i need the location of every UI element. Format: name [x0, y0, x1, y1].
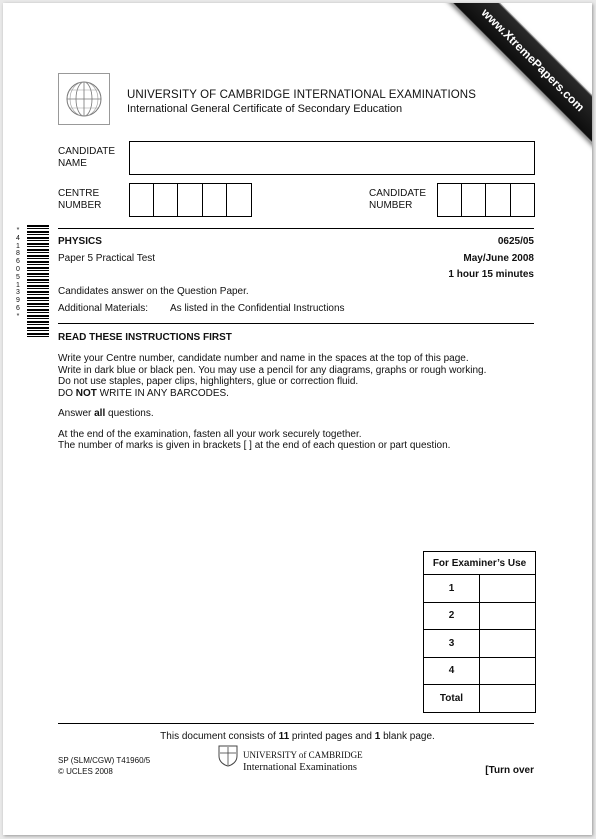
document-reference: SP (SLM/CGW) T41960/5 © UCLES 2008 [58, 756, 151, 776]
candidate-number-field[interactable] [437, 183, 535, 217]
exam-session: May/June 2008 [463, 253, 534, 264]
table-row [424, 602, 536, 630]
table-row [424, 657, 536, 685]
cambridge-crest-icon [218, 745, 238, 767]
paper-name: Paper 5 Practical Test [58, 253, 156, 264]
exam-paper-page [3, 3, 592, 835]
candidate-name-label: CANDIDATE NAME [58, 146, 116, 169]
examiners-use-title: For Examiner’s Use [424, 552, 536, 575]
candidate-name-field[interactable] [129, 141, 535, 175]
centre-digit-box[interactable] [154, 183, 179, 217]
exam-duration: 1 hour 15 minutes [448, 269, 534, 280]
additional-materials-label: Additional Materials: [58, 303, 149, 314]
xtremepapers-ribbon[interactable] [429, 3, 592, 164]
divider-line [58, 228, 534, 229]
total-label: Total [424, 685, 480, 713]
answer-instruction: Candidates answer on the Question Paper. [58, 286, 249, 297]
centre-digit-box[interactable] [129, 183, 154, 217]
centre-digit-box[interactable] [203, 183, 228, 217]
barcode-graphic [27, 225, 49, 337]
university-title: UNIVERSITY OF CAMBRIDGE INTERNATIONAL EXAMINATIONS [127, 89, 476, 101]
page-count-notice: This document consists of 11 printed pages and 1 blank page. [160, 731, 435, 742]
table-row [424, 685, 536, 713]
centre-number-label: CENTRE NUMBER [58, 188, 102, 211]
globe-logo-icon [58, 73, 110, 125]
instructions-heading: READ THESE INSTRUCTIONS FIRST [58, 332, 232, 343]
centre-digit-box[interactable] [227, 183, 252, 217]
barcode-digits: * 4 1 8 6 0 5 1 3 9 6 * [16, 227, 20, 320]
paper-code: 0625/05 [497, 236, 534, 247]
certificate-title: International General Certificate of Secondary Education [127, 103, 403, 115]
table-row [424, 630, 536, 658]
turn-over-label: [Turn over [485, 765, 534, 776]
divider-line [58, 723, 534, 724]
question-number: 1 [424, 575, 480, 603]
mark-cell[interactable] [480, 630, 536, 658]
centre-digit-box[interactable] [178, 183, 203, 217]
candidate-digit-box[interactable] [462, 183, 487, 217]
candidate-number-label: CANDIDATE NUMBER [369, 188, 427, 211]
additional-materials-value: As listed in the Confidential Instructions [170, 303, 345, 314]
candidate-digit-box[interactable] [511, 183, 536, 217]
mark-cell[interactable] [480, 575, 536, 603]
cambridge-logo-line2: International Examinations [243, 762, 358, 773]
instructions-body: Write your Centre number, candidate number and name in the spaces at the top of this page. Write in dark blue or black pen. You may use a pencil for any diagrams, graphs or rough working. Do not use staples, paper clips, highlighters, glue or correction fluid. DO NOT WRITE IN ANY BARCODES. Answer all questions. At the end of the examination, fasten all your work securely together. The number of marks is given in brackets [ ] at the end of each question or part question. [58, 353, 487, 451]
question-number: 3 [424, 630, 480, 658]
divider-line [58, 323, 534, 324]
total-mark-cell[interactable] [480, 685, 536, 713]
ribbon-text: www.XtremePapers.com [478, 5, 588, 115]
candidate-digit-box[interactable] [486, 183, 511, 217]
table-row [424, 575, 536, 603]
examiners-use-table [423, 551, 536, 713]
mark-cell[interactable] [480, 657, 536, 685]
candidate-digit-box[interactable] [437, 183, 462, 217]
question-number: 4 [424, 657, 480, 685]
question-number: 2 [424, 602, 480, 630]
mark-cell[interactable] [480, 602, 536, 630]
centre-number-field[interactable] [129, 183, 252, 217]
subject-title: PHYSICS [58, 236, 102, 247]
cambridge-logo-line1: UNIVERSITY of CAMBRIDGE [243, 750, 363, 760]
